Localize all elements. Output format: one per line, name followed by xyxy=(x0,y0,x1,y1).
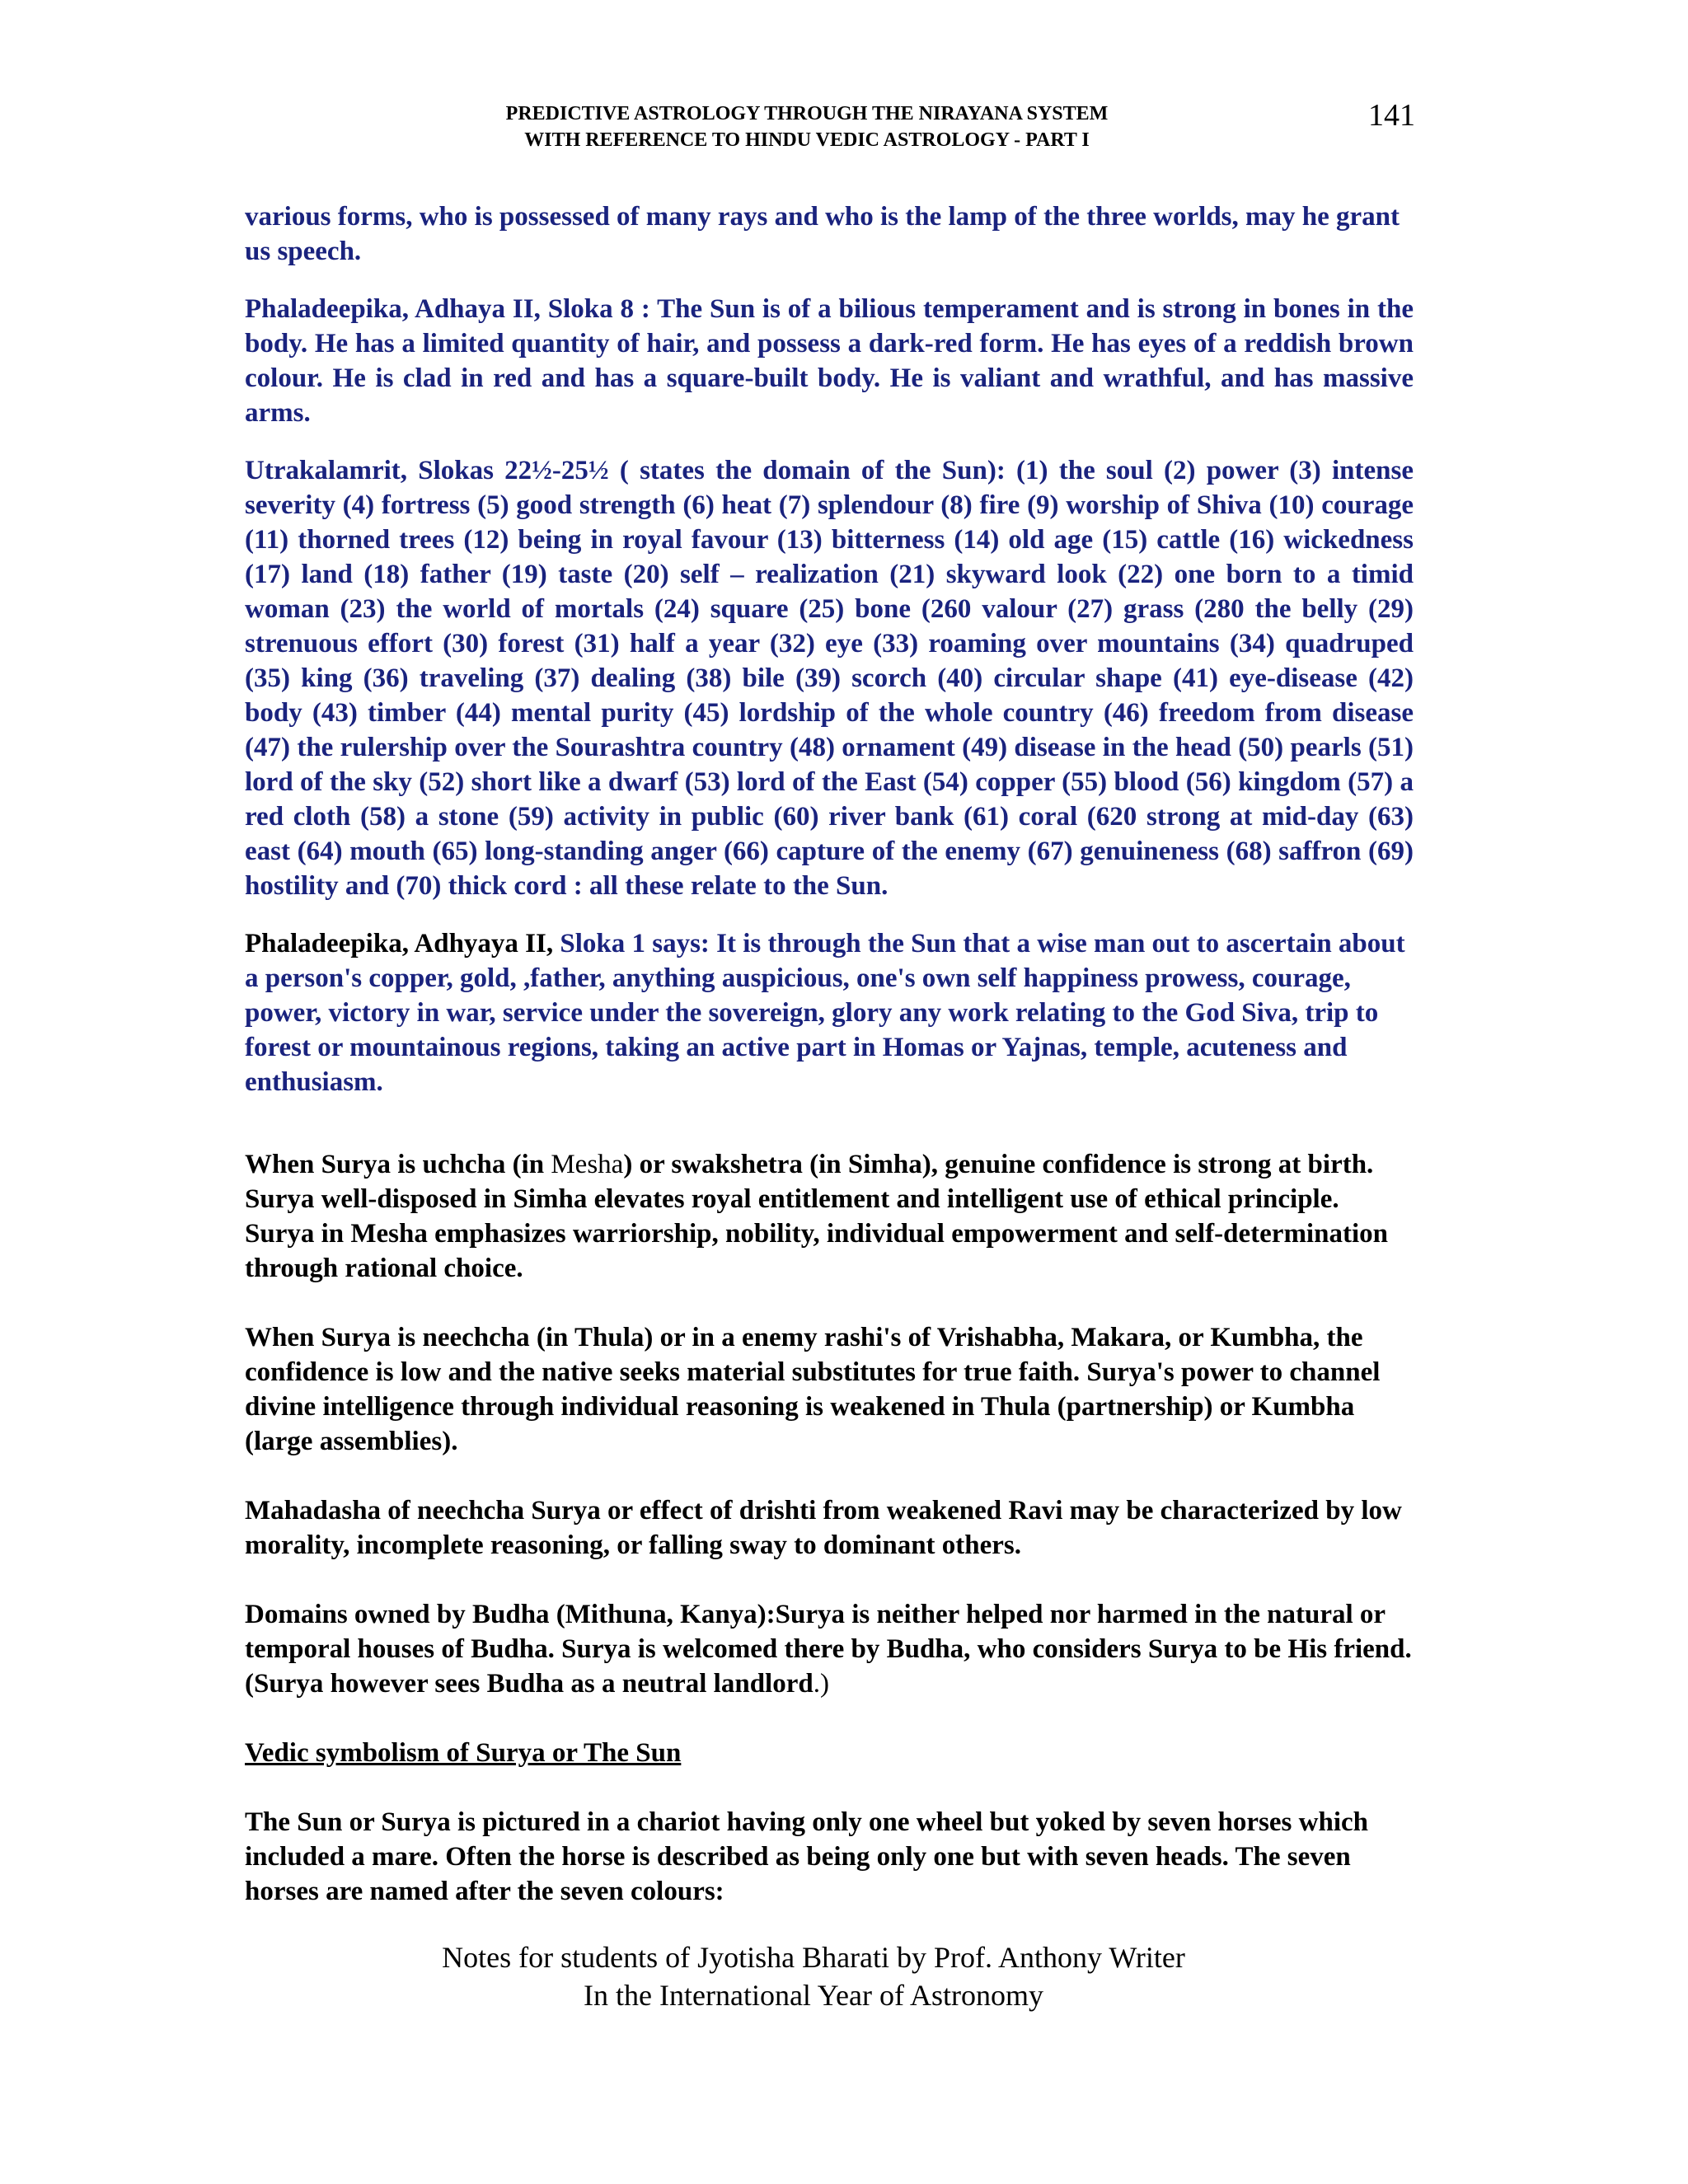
footer-line-1: Notes for students of Jyotisha Bharati by Prof. Anthony Writer xyxy=(442,1941,1185,1974)
paragraph-surya-neechcha: When Surya is neechcha (in Thula) or in a enemy rashi's of Vrishabha, Makara, or Kumbha, the confidence is low and the native seeks material substitutes for true faith. Surya's power to channel divine intelligence through individual reasoning is weakened in Thula (partnership) or Kumbha (large assemblies). xyxy=(245,1323,1381,1456)
footer-line-2: In the International Year of Astronomy xyxy=(584,1979,1043,2012)
budha-text-a: Domains owned by Budha (Mithuna, Kanya):Surya is neither helped nor harmed in the natural or temporal houses of Budha. Surya is welcomed there by Budha, who considers Surya to be His friend. (Surya however sees Budha as a neutral landlord xyxy=(245,1600,1412,1699)
paragraph-continuation: various forms, who is possessed of many rays and who is the lamp of the three worlds, may he grant us speech. xyxy=(245,202,1400,266)
paragraph-budha-domains xyxy=(245,1597,1414,1701)
paragraph-surya-uchcha xyxy=(245,1147,1414,1286)
running-header xyxy=(0,101,1688,153)
page-footer xyxy=(0,1938,1688,2014)
paragraph-phaladeepika-sloka-1 xyxy=(245,926,1414,1099)
header-line-1: PREDICTIVE ASTROLOGY THROUGH THE NIRAYANA SYSTEM xyxy=(505,103,1109,124)
paragraph-source-lead: Phaladeepika, Adhyaya II, xyxy=(245,929,554,958)
section-heading: Vedic symbolism of Surya or The Sun xyxy=(245,1738,682,1768)
paragraph-phaladeepika-sloka-8: Phaladeepika, Adhaya II, Sloka 8 : The Sun is of a bilious temperament and is strong in bones in the body. He has a limited quantity of hair, and possess a dark-red form. He has eyes of a reddish brown colour. He is clad in red and has a square-built body. He is valiant and wrathful, and has massive arms. xyxy=(245,294,1414,428)
page-number: 141 xyxy=(1368,98,1415,133)
header-line-2: WITH REFERENCE TO HINDU VEDIC ASTROLOGY - PART I xyxy=(524,129,1090,151)
budha-text-b: .) xyxy=(813,1669,829,1699)
paragraph-utrakalamrit-domains: Utrakalamrit, Slokas 22½-25½ ( states the domain of the Sun): (1) the soul (2) power (3) intense severity (4) fortress (5) good strength (6) heat (7) splendour (8) fire (9) worship of Shiva (10) courage (11) thorned trees (12) being in royal favour (13) bitterness (14) old age (15) cattle (16) wickedness (17) land (18) father (19) taste (20) self – realization (21) skyward look (22) one born to a timid woman (23) the world of mortals (24) square (25) bone (260 valour (27) grass (280 the belly (29) strenuous effort (30) forest (31) half a year (32) eye (33) roaming over mountains (34) quadruped (35) king (36) traveling (37) dealing (38) bile (39) scorch (40) circular shape (41) eye-disease (42) body (43) timber (44) mental purity (45) lordship of the whole country (46) freedom from disease (47) the rulership over the Sourashtra country (48) ornament (49) disease in the head (50) pearls (51) lord of the sky (52) short like a dwarf (53) lord of the East (54) copper (55) blood (56) kingdom (57) a red cloth (58) a stone (59) activity in public (60) river bank (61) coral (620 strong at mid-day (63) east (64) mouth (65) long-standing anger (66) capture of the enemy (67) genuineness (68) saffron (69) hostility and (70) thick cord : all these relate to the Sun. xyxy=(245,456,1414,901)
uchcha-text-mesha: Mesha xyxy=(551,1150,624,1179)
uchcha-text-c: ) or swakshetra (in Simha), genuine confidence is strong at birth. Surya well-disposed in Simha elevates royal entitlement and intelligent use of ethical principle. Surya in Mesha emphasizes warriorship, nobility, individual empowerment and self-determination through rational choice. xyxy=(245,1150,1388,1283)
paragraph-mahadasha: Mahadasha of neechcha Surya or effect of drishti from weakened Ravi may be characterized by low morality, incomplete reasoning, or falling sway to dominant others. xyxy=(245,1496,1402,1560)
uchcha-text-a: When Surya is uchcha (in xyxy=(245,1150,551,1179)
page-body xyxy=(245,199,1414,1909)
paragraph-sun-chariot: The Sun or Surya is pictured in a chariot having only one wheel but yoked by seven horses which included a mare. Often the horse is described as being only one but with seven heads. The seven horses are named after the seven colours: xyxy=(245,1807,1368,1906)
paragraph-source-text: Sloka 1 says: It is through the Sun that a wise man out to ascertain about a person's copper, gold, ,father, anything auspicious, one's own self happiness prowess, courage, power, victory in war, service under the sovereign, glory any work relating to the God Siva, trip to forest or mountainous regions, taking an active part in Homas or Yajnas, temple, acuteness and enthusiasm. xyxy=(245,929,1405,1097)
